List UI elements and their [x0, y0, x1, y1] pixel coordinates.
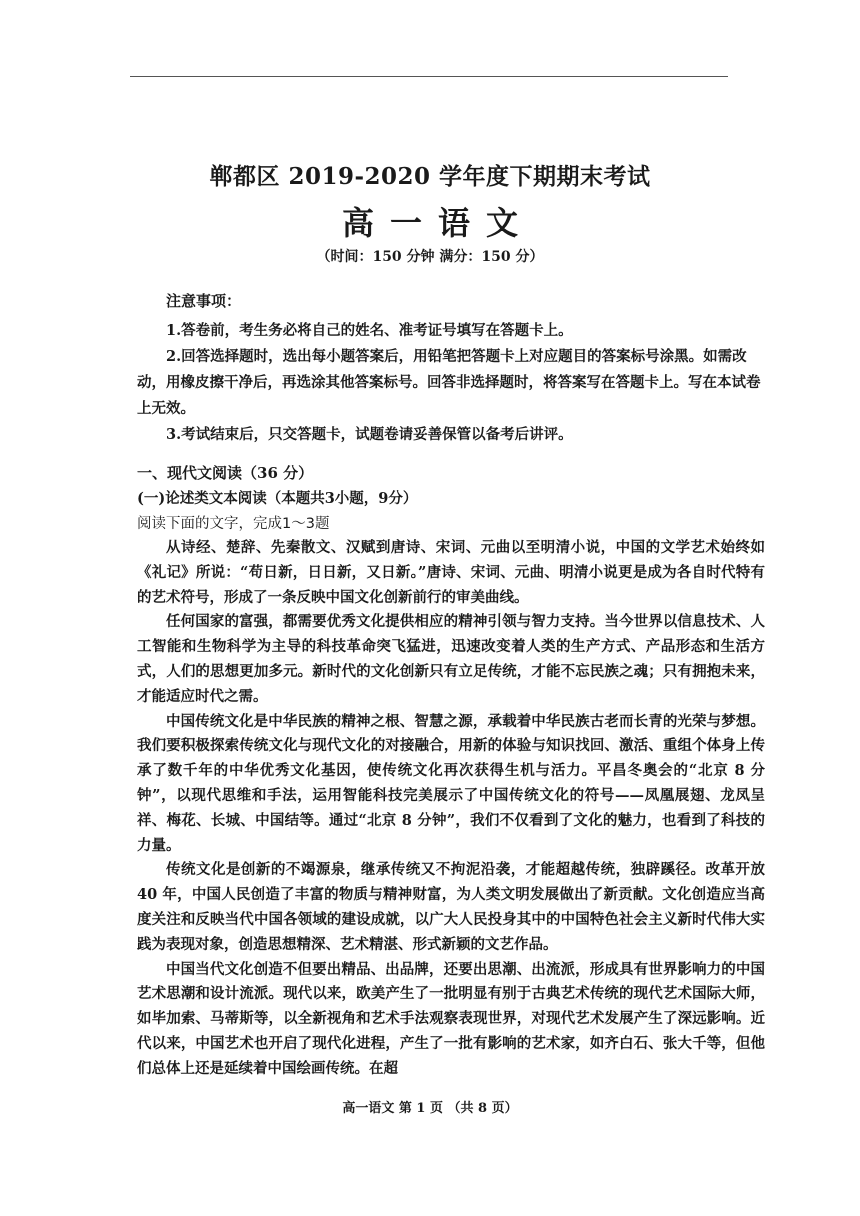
passage-paragraph: 从诗经、楚辞、先秦散文、汉赋到唐诗、宋词、元曲以至明清小说，中国的文学艺术始终如《礼记》所说：“苟日新，日日新，又日新。”唐诗、宋词、元曲、明清小说更是成为各自时代特有的艺术符号，形成了一条反映中国文化创新前行的审美曲线。 — [137, 539, 765, 606]
passage-paragraph: 任何国家的富强，都需要优秀文化提供相应的精神引领与智力支持。当今世界以信息技术、人工智能和生物科学为主导的科技革命突飞猛进，迅速改变着人类的生产方式、产品形态和生活方式，人们的思想更加多元。新时代的文化创新只有立足传统，才能不忘民族之魂；只有拥抱未来，才能适应时代之需。 — [137, 613, 765, 705]
page-footer: 高一语文 第 1 页 （共 8 页） — [342, 1101, 518, 1116]
section-title: 一、现代文阅读（36 分） — [137, 464, 314, 482]
notice-item: 3.考试结束后，只交答题卡，试题卷请妥善保管以备考后讲评。 — [166, 426, 573, 443]
notice-list — [137, 318, 765, 448]
passage-paragraph: 传统文化是创新的不竭源泉，继承传统又不拘泥沿袭，才能超越传统，独辟蹊径。改革开放 40 年，中国人民创造了丰富的物质与精神财富，为人类文明发展做出了新贡献。文化创造应当高度关注和反映当代中国各领域的建设成就，以广大人民投身其中的中国特色社会主义新时代伟大实践为表现对象，创造思想精深、艺术精湛、形式新颖的文艺作品。 — [137, 861, 765, 953]
notice-item: 1.答卷前，考生务必将自己的姓名、准考证号填写在答题卡上。 — [166, 322, 573, 339]
subject-title: 高一语文 — [341, 204, 534, 242]
passage-paragraph: 中国当代文化创造不但要出精品、出品牌，还要出思潮、出流派，形成具有世界影响力的中国艺术思潮和设计流派。现代以来，欧美产生了一批明显有别于古典艺术传统的现代艺术国际大师，如毕加索、马蒂斯等，以全新视角和艺术手法观察表现世界，对现代艺术发展产生了深远影响。近代以来，中国艺术也开启了现代化进程，产生了一批有影响的艺术家，如齐白石、张大千等，但他们总体上还是延续着中国绘画传统。在超 — [137, 960, 765, 1077]
notice-heading: 注意事项： — [166, 292, 242, 310]
exam-meta: （时间：150 分钟 满分：150 分） — [316, 249, 544, 265]
top-divider — [130, 76, 728, 77]
exam-title: 郸都区 2019-2020 学年度下期期末考试 — [209, 163, 651, 190]
notice-item: 2.回答选择题时，选出每小题答案后，用铅笔把答题卡上对应题目的答案标号涂黑。如需改动，用橡皮擦干净后，再选涂其他答案标号。回答非选择题时，将答案写在答题卡上。写在本试卷上无效。 — [137, 348, 761, 417]
section-subtitle: (一)论述类文本阅读（本题共3小题，9分） — [137, 490, 418, 507]
passage-paragraph: 中国传统文化是中华民族的精神之根、智慧之源，承载着中华民族古老而长青的光荣与梦想。我们要积极探索传统文化与现代文化的对接融合，用新的体验与知识找回、激活、重组个体身上传承了数千年的中华优秀文化基因，使传统文化再次获得生机与活力。平昌冬奥会的“北京 8 分钟”，以现代思维和手法，运用智能科技完美展示了中国传统文化的符号——凤凰展翅、龙凤呈祥、梅花、长城、中国结等。通过“北京 8 分钟”，我们不仅看到了文化的魅力，也看到了科技的力量。 — [137, 712, 765, 854]
reading-passage — [137, 536, 765, 1082]
reading-instruction: 阅读下面的文字，完成1～3题 — [137, 516, 330, 532]
